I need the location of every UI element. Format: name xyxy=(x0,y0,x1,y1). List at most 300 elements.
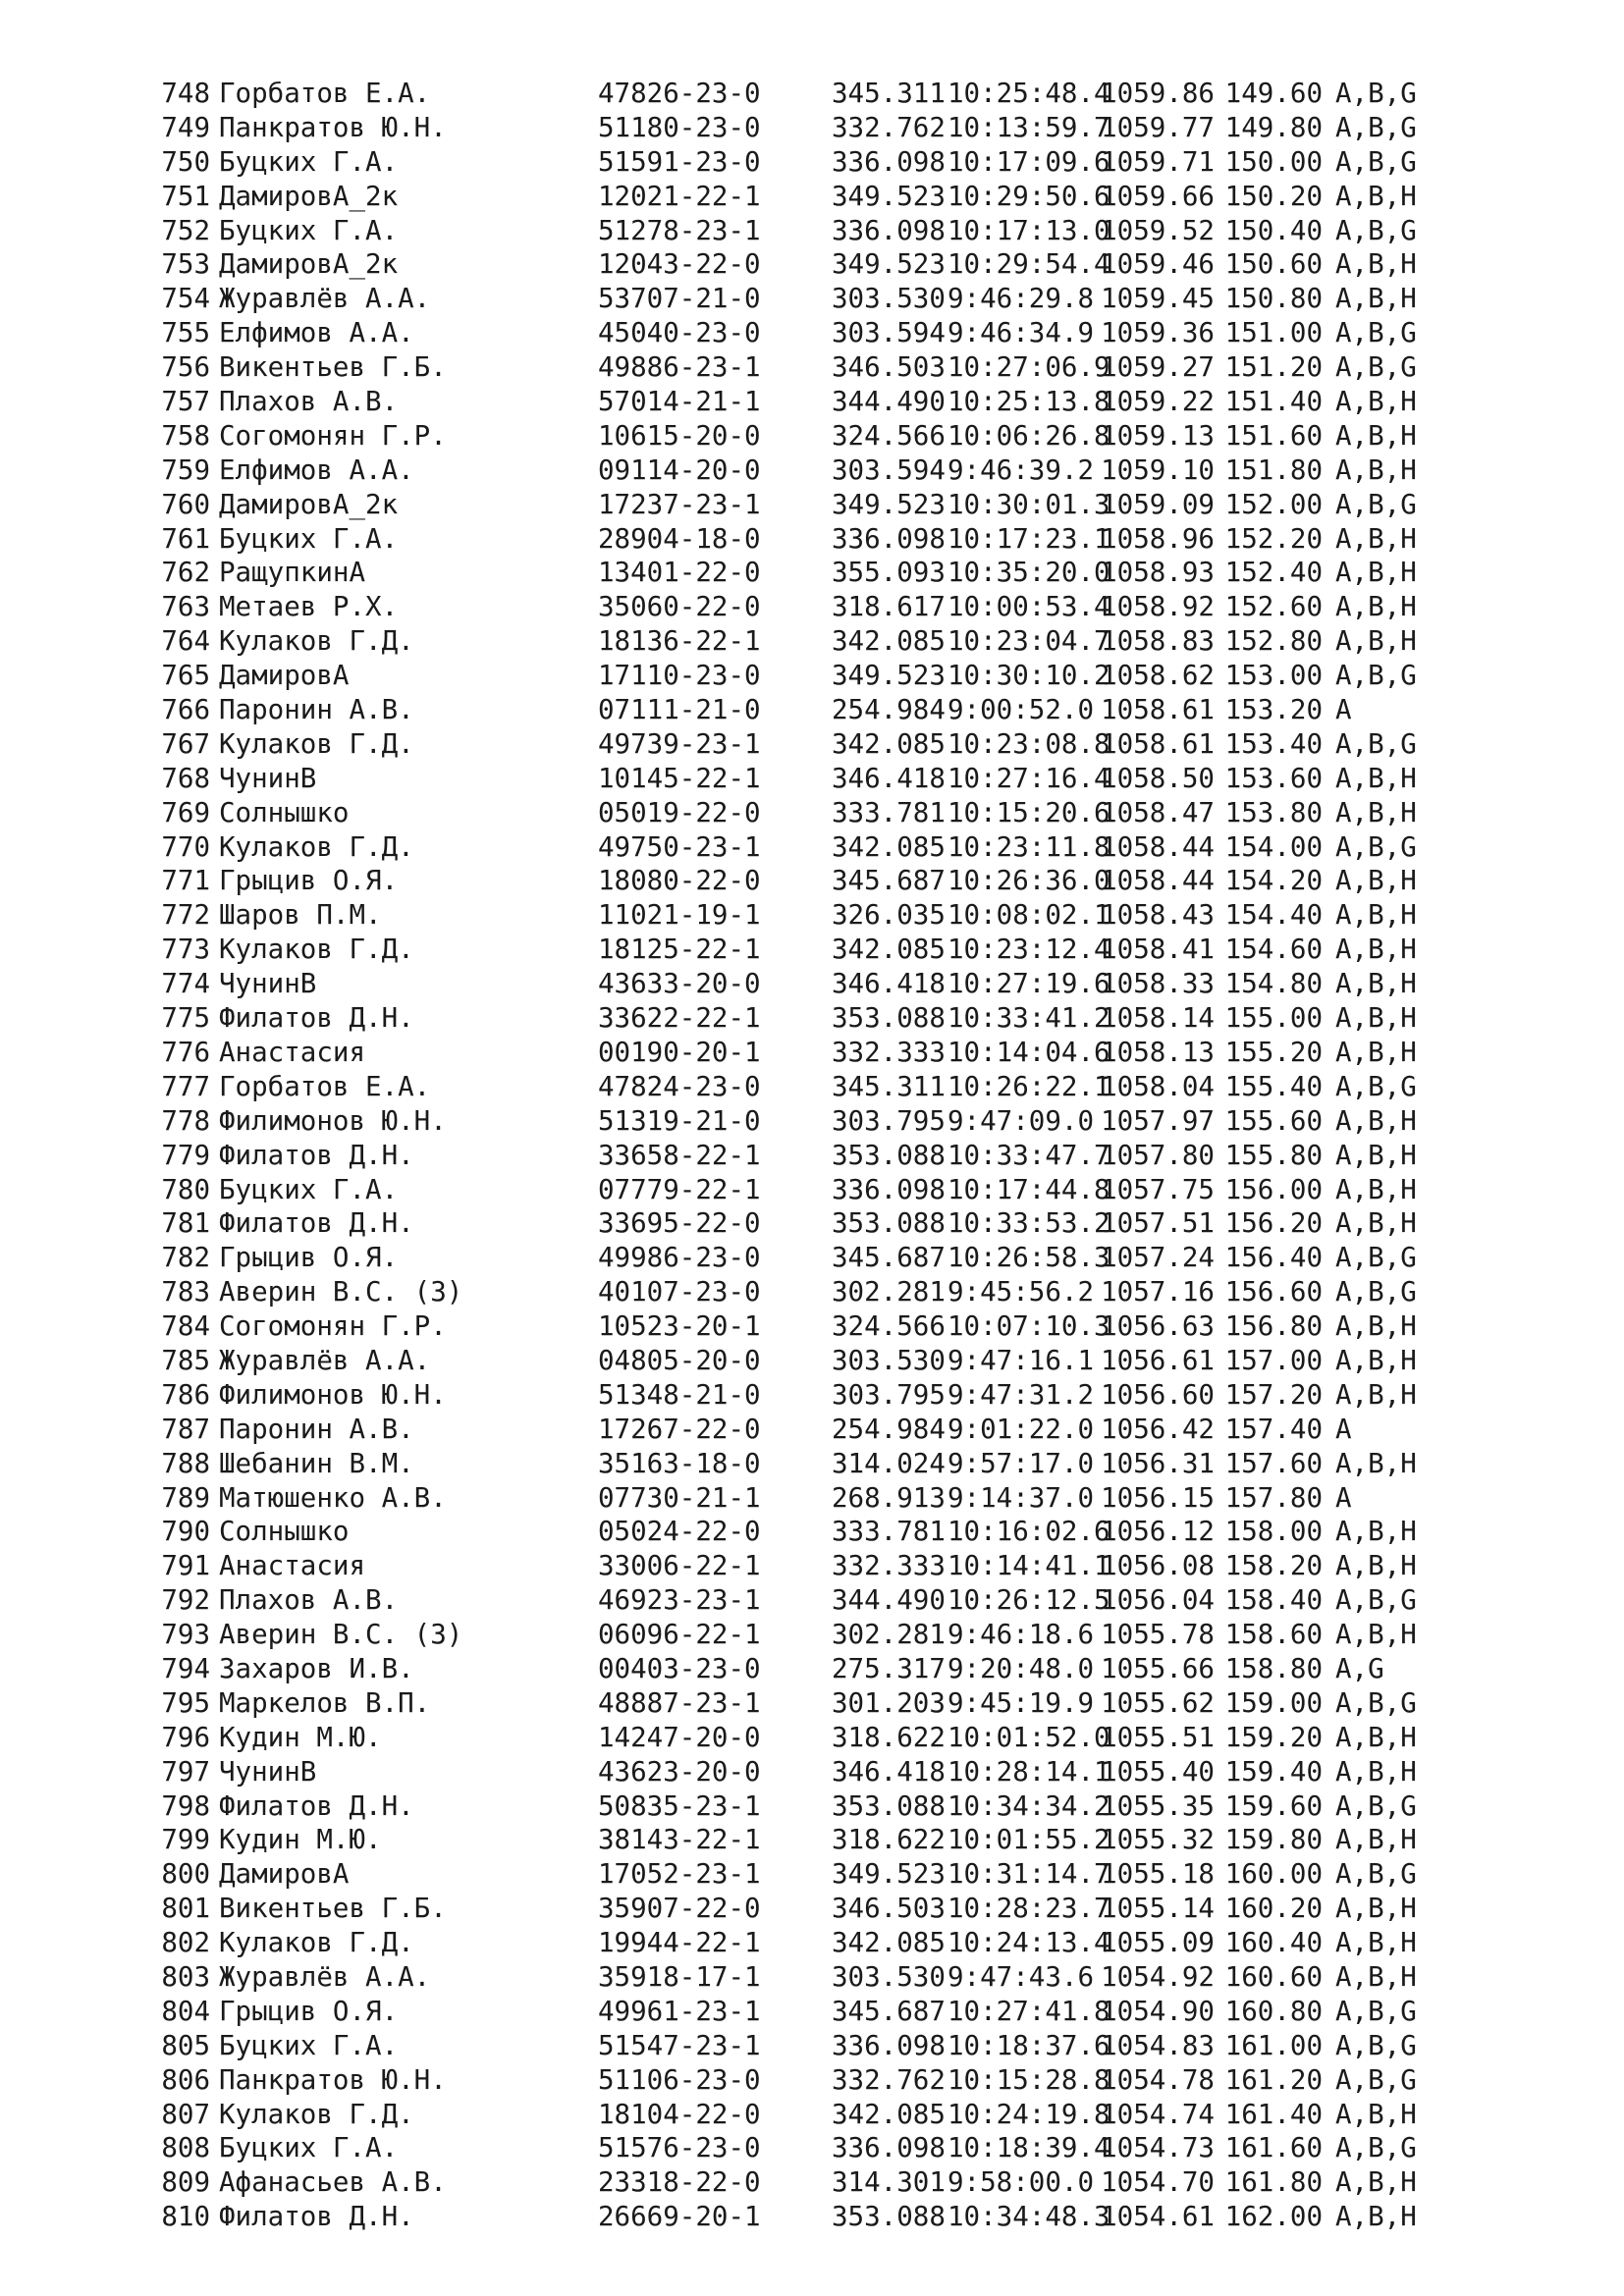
table-row xyxy=(145,2029,1559,2063)
arrival-time-cell: 9:46:39.2 xyxy=(947,454,1095,486)
nominations-cell: A,B,H xyxy=(1335,2201,1417,2233)
table-row xyxy=(145,1241,1559,1275)
ring-number-cell: 09114-20-0 xyxy=(598,454,761,486)
speed-cell: 1058.50 xyxy=(1101,762,1215,794)
place-cell: 766 xyxy=(161,694,210,726)
table-row xyxy=(145,1413,1559,1447)
arrival-time-cell: 10:01:52.0 xyxy=(947,1721,1110,1753)
arrival-time-cell: 10:27:06.9 xyxy=(947,351,1110,384)
place-cell: 748 xyxy=(161,78,210,109)
table-row xyxy=(145,1789,1559,1824)
ring-number-cell: 18136-22-1 xyxy=(598,625,761,658)
coefficient-cell: 156.00 xyxy=(1224,1173,1323,1205)
table-row xyxy=(145,1721,1559,1755)
fancier-name-cell: ДамировА_2к xyxy=(219,488,399,520)
place-cell: 809 xyxy=(161,2166,210,2199)
distance-cell: 353.088 xyxy=(832,2201,946,2233)
distance-cell: 349.523 xyxy=(832,248,946,281)
ring-number-cell: 05024-22-0 xyxy=(598,1516,761,1548)
ring-number-cell: 47826-23-0 xyxy=(598,78,761,109)
nominations-cell: A,B,H xyxy=(1335,1104,1417,1137)
place-cell: 767 xyxy=(161,727,210,760)
place-cell: 793 xyxy=(161,1619,210,1651)
distance-cell: 303.795 xyxy=(832,1104,946,1137)
nominations-cell: A,B,H xyxy=(1335,1755,1417,1788)
speed-cell: 1055.09 xyxy=(1101,1927,1215,1959)
nominations-cell: A,B,H xyxy=(1335,762,1417,794)
speed-cell: 1059.66 xyxy=(1101,180,1215,212)
nominations-cell: A,B,H xyxy=(1335,1893,1417,1925)
ring-number-cell: 47824-23-0 xyxy=(598,1070,761,1102)
fancier-name-cell: Кудин М.Ю. xyxy=(219,1721,382,1753)
table-row xyxy=(145,1378,1559,1413)
table-row xyxy=(145,1206,1559,1241)
arrival-time-cell: 10:24:13.4 xyxy=(947,1927,1110,1959)
speed-cell: 1058.47 xyxy=(1101,796,1215,828)
coefficient-cell: 161.60 xyxy=(1224,2132,1323,2164)
place-cell: 797 xyxy=(161,1755,210,1788)
table-row xyxy=(145,2098,1559,2132)
place-cell: 761 xyxy=(161,522,210,555)
coefficient-cell: 149.80 xyxy=(1224,111,1323,143)
fancier-name-cell: Плахов А.В. xyxy=(219,386,399,418)
fancier-name-cell: Кудин М.Ю. xyxy=(219,1824,382,1856)
ring-number-cell: 49886-23-1 xyxy=(598,351,761,384)
speed-cell: 1057.75 xyxy=(1101,1173,1215,1205)
distance-cell: 303.530 xyxy=(832,283,946,315)
arrival-time-cell: 10:07:10.3 xyxy=(947,1310,1110,1343)
arrival-time-cell: 10:26:58.3 xyxy=(947,1242,1110,1274)
fancier-name-cell: Анастасия xyxy=(219,1036,366,1068)
speed-cell: 1058.14 xyxy=(1101,1002,1215,1035)
coefficient-cell: 153.00 xyxy=(1224,660,1323,692)
ring-number-cell: 18080-22-0 xyxy=(598,865,761,897)
fancier-name-cell: Буцких Г.А. xyxy=(219,214,399,246)
arrival-time-cell: 10:28:14.1 xyxy=(947,1755,1110,1788)
speed-cell: 1054.92 xyxy=(1101,1960,1215,1993)
coefficient-cell: 159.80 xyxy=(1224,1824,1323,1856)
coefficient-cell: 157.80 xyxy=(1224,1481,1323,1514)
coefficient-cell: 150.20 xyxy=(1224,180,1323,212)
distance-cell: 345.687 xyxy=(832,1242,946,1274)
distance-cell: 346.503 xyxy=(832,1893,946,1925)
ring-number-cell: 53707-21-0 xyxy=(598,283,761,315)
ring-number-cell: 17237-23-1 xyxy=(598,488,761,520)
fancier-name-cell: Буцких Г.А. xyxy=(219,2029,399,2061)
arrival-time-cell: 10:35:20.0 xyxy=(947,557,1110,589)
coefficient-cell: 160.80 xyxy=(1224,1995,1323,2027)
nominations-cell: A,B,G xyxy=(1335,351,1417,384)
ring-number-cell: 10615-20-0 xyxy=(598,419,761,452)
arrival-time-cell: 9:58:00.0 xyxy=(947,2166,1095,2199)
fancier-name-cell: Филимонов Ю.Н. xyxy=(219,1378,447,1411)
place-cell: 755 xyxy=(161,317,210,349)
arrival-time-cell: 9:57:17.0 xyxy=(947,1447,1095,1479)
fancier-name-cell: Грыцив О.Я. xyxy=(219,1242,399,1274)
fancier-name-cell: Захаров И.В. xyxy=(219,1652,414,1684)
nominations-cell: A,B,G xyxy=(1335,488,1417,520)
distance-cell: 314.024 xyxy=(832,1447,946,1479)
nominations-cell: A,B,G xyxy=(1335,1276,1417,1308)
distance-cell: 336.098 xyxy=(832,522,946,555)
table-row xyxy=(145,693,1559,727)
ring-number-cell: 51106-23-0 xyxy=(598,2063,761,2096)
ring-number-cell: 43623-20-0 xyxy=(598,1755,761,1788)
nominations-cell: A,B,G xyxy=(1335,78,1417,109)
coefficient-cell: 156.80 xyxy=(1224,1310,1323,1343)
distance-cell: 345.311 xyxy=(832,78,946,109)
nominations-cell: A,B,H xyxy=(1335,522,1417,555)
speed-cell: 1058.61 xyxy=(1101,694,1215,726)
table-row xyxy=(145,590,1559,624)
place-cell: 780 xyxy=(161,1173,210,1205)
nominations-cell: A,B,H xyxy=(1335,1378,1417,1411)
table-row xyxy=(145,556,1559,590)
fancier-name-cell: Согомонян Г.Р. xyxy=(219,1310,447,1343)
coefficient-cell: 151.20 xyxy=(1224,351,1323,384)
table-row xyxy=(145,180,1559,214)
nominations-cell: A,B,H xyxy=(1335,2166,1417,2199)
fancier-name-cell: Филатов Д.Н. xyxy=(219,2201,414,2233)
place-cell: 776 xyxy=(161,1036,210,1068)
ring-number-cell: 49961-23-1 xyxy=(598,1995,761,2027)
table-row xyxy=(145,1481,1559,1516)
fancier-name-cell: Буцких Г.А. xyxy=(219,522,399,555)
table-row xyxy=(145,145,1559,180)
table-row xyxy=(145,454,1559,488)
speed-cell: 1059.86 xyxy=(1101,78,1215,109)
nominations-cell: A,B,H xyxy=(1335,1927,1417,1959)
arrival-time-cell: 10:17:23.1 xyxy=(947,522,1110,555)
table-row xyxy=(145,1036,1559,1070)
ring-number-cell: 12043-22-0 xyxy=(598,248,761,281)
ring-number-cell: 51591-23-0 xyxy=(598,145,761,178)
fancier-name-cell: Журавлёв А.А. xyxy=(219,1344,431,1376)
table-row xyxy=(145,1309,1559,1344)
ring-number-cell: 33006-22-1 xyxy=(598,1550,761,1582)
nominations-cell: A,B,H xyxy=(1335,796,1417,828)
place-cell: 800 xyxy=(161,1858,210,1891)
speed-cell: 1058.83 xyxy=(1101,625,1215,658)
place-cell: 781 xyxy=(161,1207,210,1240)
ring-number-cell: 35060-22-0 xyxy=(598,591,761,623)
nominations-cell: A,B,H xyxy=(1335,1619,1417,1651)
arrival-time-cell: 9:46:34.9 xyxy=(947,317,1095,349)
fancier-name-cell: Кулаков Г.Д. xyxy=(219,2098,414,2130)
speed-cell: 1054.78 xyxy=(1101,2063,1215,2096)
speed-cell: 1059.22 xyxy=(1101,386,1215,418)
coefficient-cell: 155.40 xyxy=(1224,1070,1323,1102)
distance-cell: 268.913 xyxy=(832,1481,946,1514)
coefficient-cell: 159.40 xyxy=(1224,1755,1323,1788)
nominations-cell: A,B,H xyxy=(1335,1550,1417,1582)
table-row xyxy=(145,659,1559,693)
nominations-cell: A,B,G xyxy=(1335,830,1417,863)
arrival-time-cell: 9:45:56.2 xyxy=(947,1276,1095,1308)
distance-cell: 254.984 xyxy=(832,694,946,726)
place-cell: 796 xyxy=(161,1721,210,1753)
nominations-cell: A,B,H xyxy=(1335,1173,1417,1205)
coefficient-cell: 154.00 xyxy=(1224,830,1323,863)
distance-cell: 303.530 xyxy=(832,1344,946,1376)
speed-cell: 1056.15 xyxy=(1101,1481,1215,1514)
coefficient-cell: 156.60 xyxy=(1224,1276,1323,1308)
distance-cell: 326.035 xyxy=(832,899,946,932)
fancier-name-cell: Плахов А.В. xyxy=(219,1584,399,1617)
ring-number-cell: 04805-20-0 xyxy=(598,1344,761,1376)
distance-cell: 303.594 xyxy=(832,317,946,349)
ring-number-cell: 07111-21-0 xyxy=(598,694,761,726)
place-cell: 791 xyxy=(161,1550,210,1582)
table-row xyxy=(145,830,1559,865)
distance-cell: 349.523 xyxy=(832,660,946,692)
coefficient-cell: 152.60 xyxy=(1224,591,1323,623)
speed-cell: 1056.12 xyxy=(1101,1516,1215,1548)
ring-number-cell: 06096-22-1 xyxy=(598,1619,761,1651)
table-row xyxy=(145,933,1559,967)
coefficient-cell: 159.60 xyxy=(1224,1789,1323,1822)
table-row xyxy=(145,1960,1559,1995)
fancier-name-cell: Кулаков Г.Д. xyxy=(219,727,414,760)
place-cell: 803 xyxy=(161,1960,210,1993)
speed-cell: 1056.42 xyxy=(1101,1413,1215,1445)
speed-cell: 1058.93 xyxy=(1101,557,1215,589)
coefficient-cell: 161.20 xyxy=(1224,2063,1323,2096)
fancier-name-cell: Шаров П.М. xyxy=(219,899,382,932)
speed-cell: 1058.41 xyxy=(1101,934,1215,966)
arrival-time-cell: 10:16:02.6 xyxy=(947,1516,1110,1548)
fancier-name-cell: Журавлёв А.А. xyxy=(219,1960,431,1993)
place-cell: 765 xyxy=(161,660,210,692)
table-row xyxy=(145,247,1559,282)
fancier-name-cell: Шебанин В.М. xyxy=(219,1447,414,1479)
distance-cell: 342.085 xyxy=(832,2098,946,2130)
ring-number-cell: 35907-22-0 xyxy=(598,1893,761,1925)
arrival-time-cell: 9:46:18.6 xyxy=(947,1619,1095,1651)
nominations-cell: A,B,H xyxy=(1335,248,1417,281)
ring-number-cell: 17110-23-0 xyxy=(598,660,761,692)
nominations-cell: A xyxy=(1335,694,1352,726)
place-cell: 787 xyxy=(161,1413,210,1445)
speed-cell: 1054.73 xyxy=(1101,2132,1215,2164)
table-row xyxy=(145,1926,1559,1960)
nominations-cell: A xyxy=(1335,1481,1352,1514)
ring-number-cell: 17267-22-0 xyxy=(598,1413,761,1445)
speed-cell: 1059.71 xyxy=(1101,145,1215,178)
fancier-name-cell: Аверин В.С. (З) xyxy=(219,1619,463,1651)
coefficient-cell: 161.00 xyxy=(1224,2029,1323,2061)
speed-cell: 1056.08 xyxy=(1101,1550,1215,1582)
ring-number-cell: 43633-20-0 xyxy=(598,968,761,1000)
speed-cell: 1058.62 xyxy=(1101,660,1215,692)
distance-cell: 345.687 xyxy=(832,1995,946,2027)
nominations-cell: A,B,G xyxy=(1335,2029,1417,2061)
nominations-cell: A,B,H xyxy=(1335,180,1417,212)
fancier-name-cell: Кулаков Г.Д. xyxy=(219,934,414,966)
nominations-cell: A,B,G xyxy=(1335,2132,1417,2164)
ring-number-cell: 07730-21-1 xyxy=(598,1481,761,1514)
ring-number-cell: 11021-19-1 xyxy=(598,899,761,932)
speed-cell: 1059.09 xyxy=(1101,488,1215,520)
arrival-time-cell: 10:27:41.8 xyxy=(947,1995,1110,2027)
place-cell: 785 xyxy=(161,1344,210,1376)
ring-number-cell: 12021-22-1 xyxy=(598,180,761,212)
coefficient-cell: 153.40 xyxy=(1224,727,1323,760)
speed-cell: 1056.31 xyxy=(1101,1447,1215,1479)
place-cell: 777 xyxy=(161,1070,210,1102)
arrival-time-cell: 10:14:41.1 xyxy=(947,1550,1110,1582)
arrival-time-cell: 9:47:43.6 xyxy=(947,1960,1095,1993)
results-table xyxy=(145,77,1559,2234)
ring-number-cell: 00190-20-1 xyxy=(598,1036,761,1068)
nominations-cell: A,B,H xyxy=(1335,1207,1417,1240)
speed-cell: 1056.63 xyxy=(1101,1310,1215,1343)
arrival-time-cell: 9:46:29.8 xyxy=(947,283,1095,315)
distance-cell: 318.617 xyxy=(832,591,946,623)
speed-cell: 1059.13 xyxy=(1101,419,1215,452)
coefficient-cell: 151.80 xyxy=(1224,454,1323,486)
table-row xyxy=(145,214,1559,248)
coefficient-cell: 153.60 xyxy=(1224,762,1323,794)
distance-cell: 324.566 xyxy=(832,419,946,452)
distance-cell: 303.594 xyxy=(832,454,946,486)
ring-number-cell: 14247-20-0 xyxy=(598,1721,761,1753)
fancier-name-cell: Викентьев Г.Б. xyxy=(219,351,447,384)
coefficient-cell: 158.80 xyxy=(1224,1652,1323,1684)
fancier-name-cell: Филатов Д.Н. xyxy=(219,1207,414,1240)
distance-cell: 303.795 xyxy=(832,1378,946,1411)
distance-cell: 332.762 xyxy=(832,111,946,143)
arrival-time-cell: 10:25:13.8 xyxy=(947,386,1110,418)
place-cell: 768 xyxy=(161,762,210,794)
fancier-name-cell: Панкратов Ю.Н. xyxy=(219,2063,447,2096)
speed-cell: 1057.97 xyxy=(1101,1104,1215,1137)
distance-cell: 346.418 xyxy=(832,968,946,1000)
table-row xyxy=(145,1823,1559,1857)
nominations-cell: A xyxy=(1335,1413,1352,1445)
ring-number-cell: 51319-21-0 xyxy=(598,1104,761,1137)
speed-cell: 1055.32 xyxy=(1101,1824,1215,1856)
place-cell: 805 xyxy=(161,2029,210,2061)
fancier-name-cell: Филатов Д.Н. xyxy=(219,1139,414,1171)
table-row xyxy=(145,1995,1559,2029)
arrival-time-cell: 10:23:11.8 xyxy=(947,830,1110,863)
coefficient-cell: 154.80 xyxy=(1224,968,1323,1000)
coefficient-cell: 156.20 xyxy=(1224,1207,1323,1240)
coefficient-cell: 157.40 xyxy=(1224,1413,1323,1445)
fancier-name-cell: ЧунинВ xyxy=(219,968,317,1000)
ring-number-cell: 26669-20-1 xyxy=(598,2201,761,2233)
place-cell: 784 xyxy=(161,1310,210,1343)
table-row xyxy=(145,762,1559,796)
table-row xyxy=(145,1070,1559,1104)
coefficient-cell: 150.40 xyxy=(1224,214,1323,246)
ring-number-cell: 10145-22-1 xyxy=(598,762,761,794)
arrival-time-cell: 10:30:01.3 xyxy=(947,488,1110,520)
speed-cell: 1059.36 xyxy=(1101,317,1215,349)
nominations-cell: A,B,G xyxy=(1335,145,1417,178)
distance-cell: 302.281 xyxy=(832,1619,946,1651)
table-row xyxy=(145,2063,1559,2098)
distance-cell: 336.098 xyxy=(832,1173,946,1205)
table-row xyxy=(145,282,1559,316)
distance-cell: 254.984 xyxy=(832,1413,946,1445)
speed-cell: 1059.46 xyxy=(1101,248,1215,281)
place-cell: 786 xyxy=(161,1378,210,1411)
distance-cell: 275.317 xyxy=(832,1652,946,1684)
fancier-name-cell: ДамировА xyxy=(219,1858,350,1891)
speed-cell: 1057.51 xyxy=(1101,1207,1215,1240)
fancier-name-cell: ЧунинВ xyxy=(219,1755,317,1788)
ring-number-cell: 00403-23-0 xyxy=(598,1652,761,1684)
speed-cell: 1054.74 xyxy=(1101,2098,1215,2130)
coefficient-cell: 160.40 xyxy=(1224,1927,1323,1959)
distance-cell: 349.523 xyxy=(832,488,946,520)
distance-cell: 332.333 xyxy=(832,1550,946,1582)
coefficient-cell: 149.60 xyxy=(1224,78,1323,109)
coefficient-cell: 155.60 xyxy=(1224,1104,1323,1137)
arrival-time-cell: 10:17:44.8 xyxy=(947,1173,1110,1205)
place-cell: 757 xyxy=(161,386,210,418)
ring-number-cell: 51547-23-1 xyxy=(598,2029,761,2061)
coefficient-cell: 161.80 xyxy=(1224,2166,1323,2199)
fancier-name-cell: Согомонян Г.Р. xyxy=(219,419,447,452)
arrival-time-cell: 10:18:37.6 xyxy=(947,2029,1110,2061)
speed-cell: 1054.83 xyxy=(1101,2029,1215,2061)
place-cell: 799 xyxy=(161,1824,210,1856)
coefficient-cell: 158.60 xyxy=(1224,1619,1323,1651)
place-cell: 779 xyxy=(161,1139,210,1171)
ring-number-cell: 33695-22-0 xyxy=(598,1207,761,1240)
distance-cell: 336.098 xyxy=(832,2029,946,2061)
speed-cell: 1058.61 xyxy=(1101,727,1215,760)
place-cell: 783 xyxy=(161,1276,210,1308)
place-cell: 795 xyxy=(161,1686,210,1719)
speed-cell: 1054.90 xyxy=(1101,1995,1215,2027)
nominations-cell: A,B,H xyxy=(1335,1344,1417,1376)
nominations-cell: A,B,G xyxy=(1335,1858,1417,1891)
place-cell: 810 xyxy=(161,2201,210,2233)
arrival-time-cell: 10:17:13.0 xyxy=(947,214,1110,246)
arrival-time-cell: 9:00:52.0 xyxy=(947,694,1095,726)
ring-number-cell: 05019-22-0 xyxy=(598,796,761,828)
nominations-cell: A,B,H xyxy=(1335,1721,1417,1753)
nominations-cell: A,B,H xyxy=(1335,1139,1417,1171)
coefficient-cell: 152.40 xyxy=(1224,557,1323,589)
distance-cell: 336.098 xyxy=(832,214,946,246)
place-cell: 772 xyxy=(161,899,210,932)
table-row xyxy=(145,419,1559,454)
nominations-cell: A,B,H xyxy=(1335,419,1417,452)
fancier-name-cell: Метаев Р.Х. xyxy=(219,591,399,623)
table-row xyxy=(145,1652,1559,1686)
arrival-time-cell: 10:26:22.1 xyxy=(947,1070,1110,1102)
fancier-name-cell: ДамировА xyxy=(219,660,350,692)
fancier-name-cell: Паронин А.В. xyxy=(219,1413,414,1445)
arrival-time-cell: 10:18:39.4 xyxy=(947,2132,1110,2164)
ring-number-cell: 35163-18-0 xyxy=(598,1447,761,1479)
distance-cell: 353.088 xyxy=(832,1789,946,1822)
fancier-name-cell: Матюшенко А.В. xyxy=(219,1481,447,1514)
nominations-cell: A,G xyxy=(1335,1652,1384,1684)
ring-number-cell: 40107-23-0 xyxy=(598,1276,761,1308)
place-cell: 808 xyxy=(161,2132,210,2164)
fancier-name-cell: Филатов Д.Н. xyxy=(219,1002,414,1035)
coefficient-cell: 160.20 xyxy=(1224,1893,1323,1925)
table-row xyxy=(145,1618,1559,1652)
fancier-name-cell: Афанасьев А.В. xyxy=(219,2166,447,2199)
speed-cell: 1059.45 xyxy=(1101,283,1215,315)
